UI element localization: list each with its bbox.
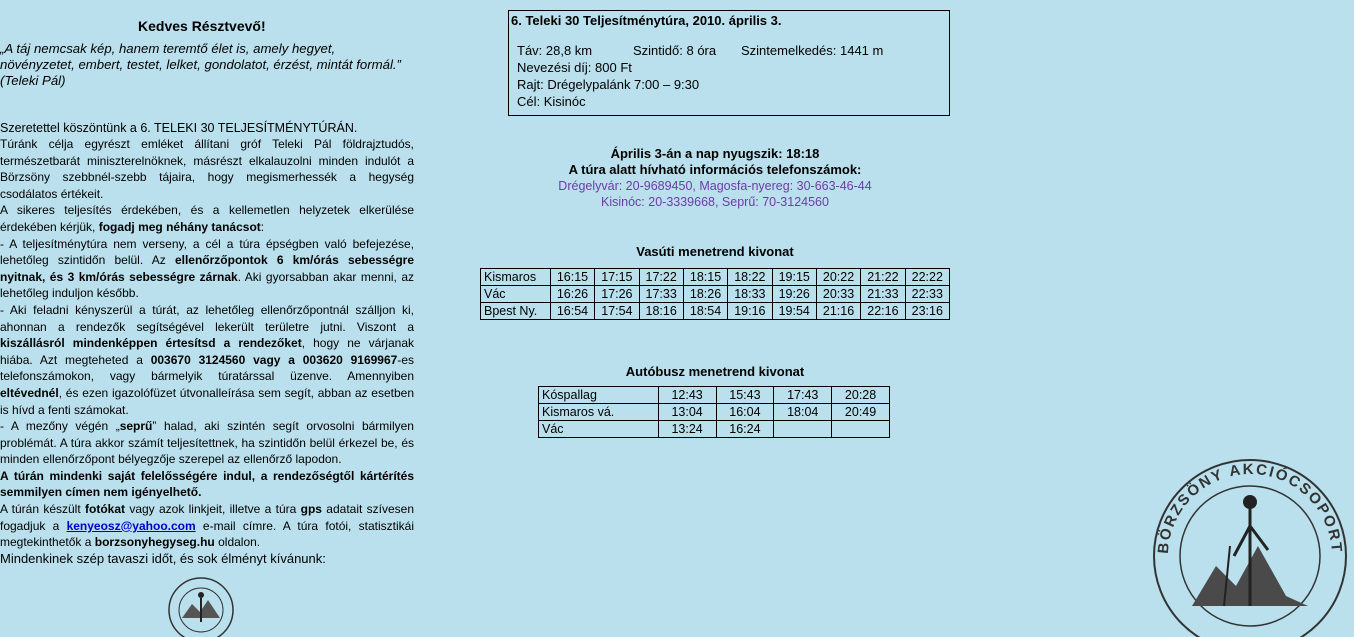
bus-station: Kóspallag [539,387,659,404]
teleki-quote: „A táj nemcsak kép, hanem teremtő élet is, amely hegyet, növényzetet, embert, testet, lelket, gondolatot, érzést, mintát formál.” (Teleki Pál) [0,41,401,88]
advice-paragraph: A sikeres teljesítés érdekében, és a kellemetlen helyzetek elkerülése érdekében kérjük, fogadj meg néhány tanácsot: [0,203,414,234]
train-time: 21:33 [861,286,905,303]
train-row [481,269,950,286]
elevation-gain: Szintemelkedés: 1441 m [741,43,884,58]
phones-line-1: Drégelyvár: 20-9689450, Magosfa-nyereg: 30-663-46-44 [558,179,872,193]
website-link[interactable]: borzsonyhegyseg.hu [94,535,215,550]
train-time: 17:54 [595,303,639,320]
train-time: 19:54 [772,303,816,320]
bus-time: 12:43 [658,387,716,404]
train-time: 18:54 [683,303,727,320]
email-link[interactable]: kenyeosz@yahoo.com [66,518,196,533]
train-time: 18:15 [683,269,727,286]
train-time: 17:26 [595,286,639,303]
bus-row [539,421,890,438]
bus-row [539,387,890,404]
train-time: 17:33 [639,286,683,303]
start-info: Rajt: Drégelypalánk 7:00 – 9:30 [517,77,700,92]
liability-notice: A túrán mindenki saját felelősségére indul, a rendezőségtől kártérítés semmilyen címen nem igényelhető. [0,468,414,500]
club-seal-small [156,570,246,637]
bus-time: 13:24 [658,421,716,438]
page-title: Kedves Résztvevő! [138,18,266,34]
phones-line-2: Kisinóc: 20-3339668, Seprű: 70-3124560 [601,195,829,209]
train-time: 18:16 [639,303,683,320]
train-time: 18:26 [683,286,727,303]
bus-row [539,404,890,421]
bus-time [774,421,832,438]
bus-timetable [538,386,890,438]
train-time: 16:54 [550,303,594,320]
greeting: Szeretettel köszöntünk a 6. TELEKI 30 TELJESÍTMÉNYTÚRÁN. [0,121,358,135]
train-row [481,303,950,320]
tour-heading: 6. Teleki 30 Teljesítménytúra, 2010. április 3. [511,13,782,28]
train-time: 16:26 [550,286,594,303]
train-station: Bpest Ny. [481,303,551,320]
train-time: 21:16 [816,303,860,320]
distance: Táv: 28,8 km [517,43,593,58]
bus-time [832,421,890,438]
club-seal-large [1146,446,1354,637]
train-title: Vasúti menetrend kivonat [636,244,794,259]
right-column [470,0,1346,637]
bus-time: 18:04 [774,404,832,421]
rule-not-race: - A teljesítménytúra nem verseny, a cél a túra épségben való befejezése, lehetőleg szintidőn belül. Az ellenőrzőpontok 6 km/órás sebességre nyitnak, és 3 km/órás sebességre zárnak. Aki gyorsabban akar menni, az lehetőleg induljon később. [0,236,414,301]
train-station: Kismaros [481,269,551,286]
train-time: 21:22 [861,269,905,286]
finish-info: Cél: Kisinóc [517,94,586,109]
bus-time: 16:04 [716,404,774,421]
entry-fee: Nevezési díj: 800 Ft [517,60,632,75]
bus-time: 13:04 [658,404,716,421]
train-time: 18:33 [728,286,772,303]
tour-info-box [508,10,950,116]
bus-time: 20:49 [832,404,890,421]
train-station: Vác [481,286,551,303]
intro-paragraph: Túránk célja egyrészt emléket állítani gróf Teleki Pál földrajztudós, természetbarát miniszterelnöknek, másrészt elkalauzolni minden indulót a Börzsöny szebbnél-szebb tájaira, hogy megismerhessék a hegység csodálatos értékeit. [0,137,414,201]
bus-time: 15:43 [716,387,774,404]
left-column [0,0,418,637]
train-time: 17:22 [639,269,683,286]
train-row [481,286,950,303]
train-time: 18:22 [728,269,772,286]
closing-line: Mindenkinek szép tavaszi időt, és sok élményt kívánunk: [0,550,326,566]
train-time: 19:26 [772,286,816,303]
bus-station: Vác [539,421,659,438]
time-limit: Szintidő: 8 óra [633,43,717,58]
bus-station: Kismaros vá. [539,404,659,421]
sunset-time: Április 3-án a nap nyugszik: 18:18 [610,146,820,161]
bus-title: Autóbusz menetrend kivonat [625,364,805,379]
rule-giving-up: - Aki feladni kényszerül a túrát, az lehetőleg ellenőrzőpontnál szálljon ki, ahonnan a rendezők segítségével lekerült területre jutni. Viszont a kiszállásról mindenképpen értesítsd a rendezőket, hogy ne várjanak hiába. Azt megteheted a 003670 3124560 vagy a 003620 9169967-es telefonszámokon, vagy bármelyik túratárssal üzenve. Amennyiben eltévednél, és ezen igazolófüzet útvonalleírása sem segít, abban az esetben is hívd a fenti számokat. [0,302,415,417]
train-time: 20:22 [816,269,860,286]
bus-time: 20:28 [832,387,890,404]
train-time: 23:16 [905,303,949,320]
train-time: 19:15 [772,269,816,286]
rule-sweeper: - A mezőny végén „seprű” halad, aki szintén segít orvosolni bármilyen problémát. A túra akkor számít teljesítettnek, ha szintidőn belül érkezel be, és minden ellenőrzőpont bélyegzője szerepel az ellenőrző lapodon. [0,419,414,467]
train-time: 19:16 [728,303,772,320]
seal-text: BÖRZSÖNY AKCIÓCSOPORT [1154,460,1346,555]
train-time: 22:16 [861,303,905,320]
train-time: 22:33 [905,286,949,303]
contact-info [470,146,960,210]
train-time: 22:22 [905,269,949,286]
train-time: 17:15 [595,269,639,286]
train-time: 16:15 [550,269,594,286]
train-timetable [480,268,950,320]
body-text [0,136,414,567]
photos-paragraph: A túrán készült fotókat vagy azok linkjeit, illetve a túra gps adatait szívesen fogadjuk a kenyeosz@yahoo.com e-mail címre. A túra fotói, statisztikái megtekinthetők a borzsonyhegyseg.hu oldalon. [0,502,415,550]
phones-title: A túra alatt hívható információs telefonszámok: [568,162,862,177]
bus-time: 17:43 [774,387,832,404]
bus-time: 16:24 [716,421,774,438]
train-time: 20:33 [816,286,860,303]
